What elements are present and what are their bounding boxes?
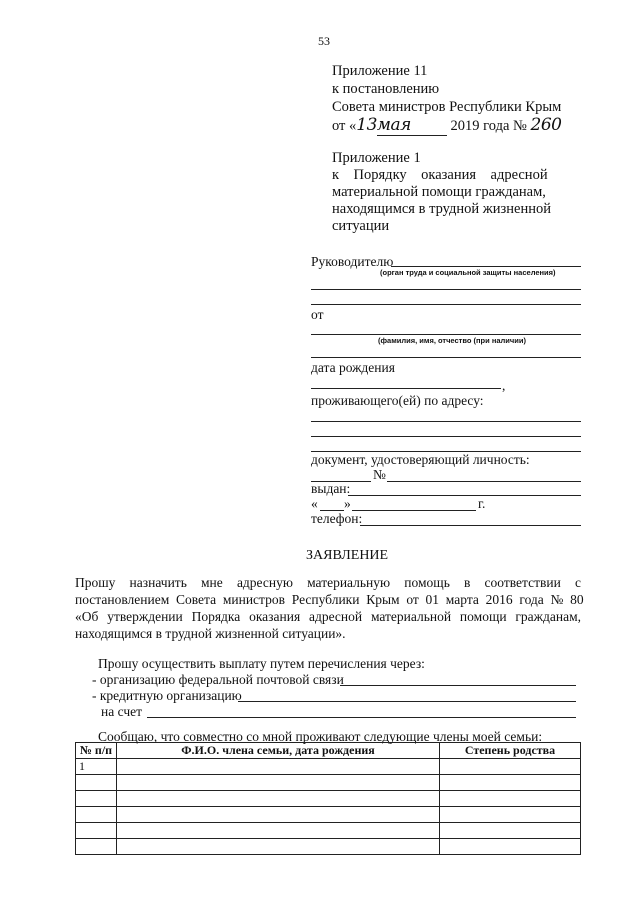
table-cell-name[interactable] [117, 759, 440, 775]
appendix-line-4: ситуации [332, 218, 390, 234]
table-cell-name[interactable] [117, 807, 440, 823]
table-cell-relation[interactable] [440, 807, 581, 823]
family-intro: Сообщаю, что совместно со мной проживают следующие члены моей семьи: [98, 729, 543, 744]
payment-account-label: на счет [101, 704, 142, 719]
table-cell-number[interactable] [76, 823, 117, 839]
table-cell-name[interactable] [117, 775, 440, 791]
handwritten-day: 13 [356, 115, 377, 135]
birth-label: дата рождения [311, 360, 395, 375]
issued-year-suffix: г. [478, 496, 486, 511]
table-cell-number[interactable]: 1 [76, 759, 117, 775]
family-table [75, 742, 581, 855]
handwritten-month: мая [377, 115, 447, 136]
table-row [76, 791, 581, 807]
issued-date-open: « [311, 496, 318, 511]
fio-field[interactable] [311, 334, 581, 335]
col-header-name: Ф.И.О. члена семьи, дата рождения [117, 743, 440, 759]
statement-line-3: «Об утверждении Порядка оказания адресной материальной помощи гражданам, [75, 609, 581, 624]
payment-post-field[interactable] [340, 685, 576, 686]
id-number-field[interactable] [387, 481, 581, 482]
table-cell-name[interactable] [117, 839, 440, 855]
table-cell-relation[interactable] [440, 823, 581, 839]
id-number-sign: № [373, 467, 386, 482]
from-label: от [311, 307, 324, 322]
col-header-relation: Степень родства [440, 743, 581, 759]
table-cell-number[interactable] [76, 807, 117, 823]
payment-account-field[interactable] [147, 717, 576, 718]
payment-post-label: - организацию федеральной почтовой связи [92, 672, 344, 687]
head-hint: (орган труда и социальной защиты населения) [380, 268, 556, 277]
id-label: документ, удостоверяющий личность: [311, 452, 530, 467]
page-number: 53 [318, 34, 330, 48]
head-label: Руководителю [311, 254, 394, 269]
appendix-title: Приложение 1 [332, 150, 421, 166]
birth-comma: , [502, 378, 506, 393]
table-cell-relation[interactable] [440, 775, 581, 791]
appendix-line-2: материальной помощи гражданам, [332, 184, 546, 200]
head-field-line-3[interactable] [311, 304, 581, 305]
table-header-row [76, 743, 581, 759]
statement-line-2: постановлением Совета министров Республики Крым от 01 марта 2016 года № 80 [75, 592, 584, 607]
head-field-line-2[interactable] [311, 289, 581, 290]
table-cell-relation[interactable] [440, 759, 581, 775]
table-cell-relation[interactable] [440, 791, 581, 807]
table-row [76, 839, 581, 855]
header-line-1: Приложение 11 [332, 63, 428, 79]
issued-date-close: » [344, 496, 351, 511]
table-cell-number[interactable] [76, 791, 117, 807]
table-row [76, 775, 581, 791]
date-mid: 2019 года № [450, 118, 527, 134]
issued-field[interactable] [348, 495, 581, 496]
statement-title: ЗАЯВЛЕНИЕ [306, 548, 389, 563]
header-line-3: Совета министров Республики Крым [332, 99, 562, 115]
statement-line-4: находящимся в трудной жизненной ситуации». [75, 626, 346, 641]
header-line-2: к постановлению [332, 81, 440, 97]
fio-hint: (фамилия, имя, отчество (при наличии) [378, 336, 526, 345]
issued-label: выдан: [311, 481, 351, 496]
address-label: проживающего(ей) по адресу: [311, 393, 484, 408]
table-row [76, 823, 581, 839]
statement-line-1: Прошу назначить мне адресную материальную помощь в соответствии с [75, 575, 581, 590]
table-cell-number[interactable] [76, 839, 117, 855]
fio-field-line-2[interactable] [311, 357, 581, 358]
phone-field[interactable] [360, 525, 581, 526]
table-row [76, 759, 581, 775]
date-prefix: от « [332, 118, 357, 134]
birth-field[interactable] [311, 388, 501, 389]
address-field-2[interactable] [311, 436, 581, 437]
handwritten-number: 260 [530, 115, 562, 135]
col-header-number: № п/п [76, 743, 117, 759]
head-field[interactable] [391, 266, 581, 267]
phone-label: телефон: [311, 511, 363, 526]
table-cell-name[interactable] [117, 791, 440, 807]
payment-credit-label: - кредитную организацию [92, 688, 242, 703]
appendix-line-1: к Порядку оказания адресной [332, 167, 548, 183]
appendix-line-3: находящимся в трудной жизненной [332, 201, 551, 217]
table-row [76, 807, 581, 823]
issued-month-year-field[interactable] [352, 510, 476, 511]
address-field-1[interactable] [311, 421, 581, 422]
payment-credit-field[interactable] [238, 701, 576, 702]
header-date-line [332, 115, 561, 136]
table-cell-relation[interactable] [440, 839, 581, 855]
table-cell-name[interactable] [117, 823, 440, 839]
payment-intro: Прошу осуществить выплату путем перечисления через: [98, 656, 425, 671]
table-cell-number[interactable] [76, 775, 117, 791]
